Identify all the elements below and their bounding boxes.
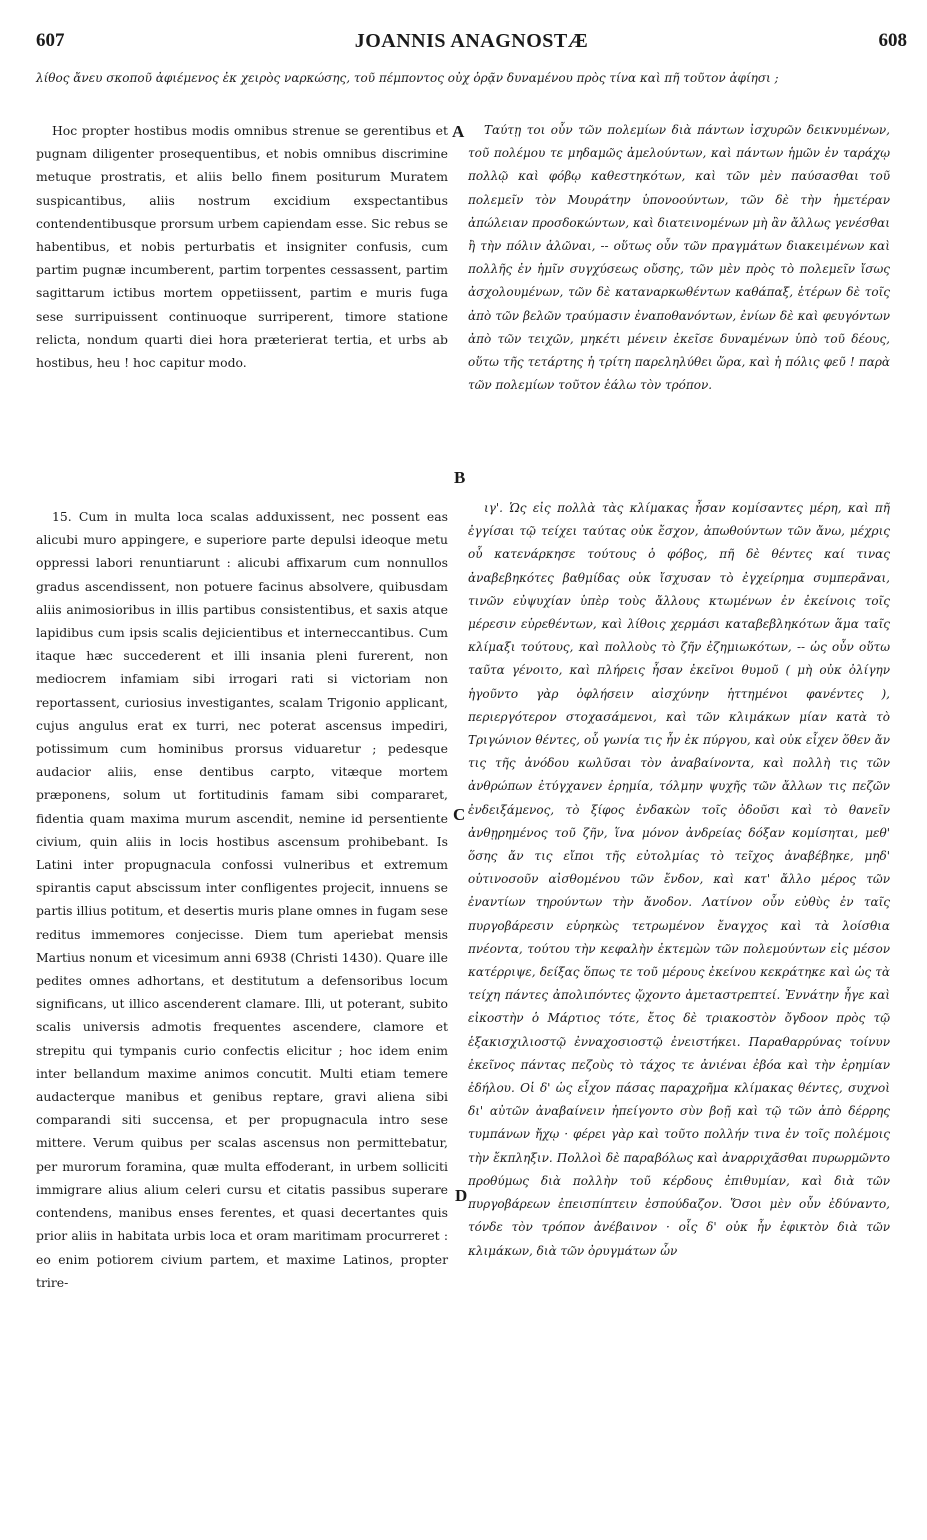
page-number-right: 608 [878, 30, 907, 51]
greek-continuation-line: λίθος ἄνευ σκοποῦ ἀφιέμενος ἐκ χειρὸς ναρκώσης, τοῦ πέμποντος οὐχ ὁρᾷν δυναμένου πρὸς τίνα καὶ πῆ τοῦτον ἀφίησι ; [36, 71, 779, 85]
greek-column-paragraph-1 [468, 119, 890, 397]
margin-marker-a: A [452, 122, 465, 141]
greek-section-number: ιγ'. [484, 501, 503, 515]
latin-column-paragraph-2 [36, 505, 448, 1294]
margin-marker-d: D [455, 1186, 468, 1205]
latin-paragraph: Hoc propter hostibus modis omnibus strenue se gerentibus et pugnam diligenter prosequentibus, et nobis omnibus discrimine metuque prostratis, et aliis bello finem positurum Muratem suspicantibus, aliis nostrum excidium exspectantibus contendentibusque prorsum urbem capiendam esse. Sic rebus se habentibus, et nobis perturbatis et insigniter confusis, cum partim pugnæ incumberent, partim torpentes cessassent, partim sagittarum ictibus mortem oppetiissent, partim e muris fuga sese surripuissent continuoque surriperent, timore statione relicta, nondum quarti diei hora præterierat tertia, et urbs ab hostibus, heu ! hoc capitur modo. [36, 123, 448, 371]
latin-paragraph-text: Cum in multa loca scalas adduxissent, nec possent eas alicubi muro appingere, e superiore parte depulsi ideoque metu oppressi labori renuntiarunt : alicubi affixarum cum nonnullos gradus ascendissent, non potuere facinus absolvere, quibusdam aliis animosioribus in illis partibus consistentibus, et saxis atque lapidibus cum ipsis scalis dejicientibus et interneccantibus. Cum itaque hæc succederent et illi insania pleni furerent, non mediocrem infamiam sibi irrogari rati si victoriam non reportassent, curiosius investigantes, scalam Trigonio applicant, cujus angulus erat ex turri, nec poterat ascensus impediri, potissimum cum hominibus prorsus viduaretur ; pedesque audacior aliis, ense dentibus carpto, vitæque mortem præponens, solum ut fortitudinis famam sibi compararet, fidentia quam maxima murum ascendit, nemine id persentiente civium, quin aliis in locis hostibus ascensum prohibebant. Is Latini inter propugnacula confossi vulneribus et extremum spirantis caput abscissum inter confligentes projecit, innuens se partis illius potitum, et desertis muris plane omnes in fugam sese reditus immemores conjecisse. Diem tum aperiebat mensis Martius nonum et vicesimum anni 6938 (Christi 1430). Quare ille pedites omnes adhortans, et destitutum a defensoribus locum significans, ut illico ascenderent clamare. Illi, ut poterant, subito scalis universis admotis frequentes ascendere, clamore et strepitu qui tympanis curio confectis elicitur ; hoc idem enim inter bellandum maxime animos concutit. Multi etiam temere audacterque manibus et genibus reptare, gravi aliena sibi comparandi siti succensa, et per propugnacula intro sese mittere. Verum quibus per scalas ascensus non permittebatur, per murorum foramina, quæ multa effoderant, in urbem solliciti immigrare alius alium celeri cursu et citatis passibus superare contendens, manibus enses ferentes, et quasi decertantes quis prior aliis in habitata urbis loca et oram maritimam procurreret : eo enim potiorem civium partem, et maxime Latinos, propter trire- [36, 509, 449, 1290]
greek-paragraph-text: Ὡς εἰς πολλὰ τὰς κλίμακας ἦσαν κομίσαντες μέρη, καὶ πῆ ἐγγίσαι τῷ τείχει ταύτας οὐκ ἔσχον, ἀπωθούντων τῶν ἄνω, μέχρις οὗ κατενάρκησε τούτους ὁ φόβος, πῆ δὲ θέντες καί τινας ἀναβεβηκότες βαθμίδας οὐκ ἴσχυσαν τὸ ἐγχείρημα συμπερᾶναι, τινῶν εὐψυχίαν ὑπὲρ τοὺς ἄλλους κτωμένων ἐν ἐκείνοις τοῖς μέρεσιν εὑρεθέντων, καὶ λίθοις χερμάσι καταβεβληκότων ἅμα ταῖς κλίμαξι τούτους, καὶ πολλοὺς τὸ ζῆν ἐζημιωκότων, -- ὡς οὖν οὕτω ταῦτα γένοιτο, καὶ πλήρεις ἦσαν ἐκεῖνοι θυμοῦ ( μὴ οὐκ ὀλίγην ἡγοῦντο γὰρ ὀφλήσειν αἰσχύνην ἡττημένοι φανέντες ), περιεργότερον στοχασάμενοι, καὶ τῶν κλιμάκων μίαν κατὰ τὸ Τριγώνιον θέντες, οὗ γωνία τις ἦν ἐκ πύργου, καὶ οὐκ εἶχεν ὅθεν ἄν τις τῆς ἀνόδου κωλῦσαι τὸν ἀναβαίνοντα, καὶ πολλὴ τις τῶν ἀνθρώπων ἐτύγχανεν ἐρημία, τόλμην ψυχῆς τῶν ἄλλων τις πεζῶν ἐνδειξάμενος, τὸ ξίφος ἐνδακὼν τοῖς ὀδοῦσι καὶ τὸ θανεῖν ἀνθῃρημένος τοῦ ζῆν, ἵνα μόνον ἀνδρείας δόξαν κομίσηται, μεθ' ὅσης ἄν τις εἴποι τῆς εὐτολμίας τὸ τεῖχος ἀναβέβηκε, μηδ' οὑτινοσοῦν αἰσθομένου τῶν ἔνδον, καὶ κατ' ἄλλο μέρος τῶν ἐναντίων τηρούντων τὴν ἄνοδον. Λατίνον οὖν εὐθὺς ἐν ταῖς πυργοβάρεσιν εὑρηκὼς τετρωμένον ἔναγχος καὶ τὰ λοίσθια πνέοντα, τούτου τὴν κεφαλὴν ἐκτεμὼν τῶν πολεμούντων εἰς μέσον κατέρριψε, δείξας ὅπως τε τοῦ μέρους ἐκείνου κεκράτηκε καὶ ὡς τὰ τείχη πάντες ἀπολιπόντες ᾤχοντο ἀμεταστρεπτεί. Ἐννάτην ἦγε καὶ εἰκοστὴν ὁ Μάρτιος τότε, ἔτος δὲ τριακοστὸν ὄγδοον πρὸς τῷ ἑξακισχιλιοστῷ ἐνναχοσιοστῷ ἐνειστήκει. Παραθαρρύνας τοίνυν ἐκεῖνος πάντας πεζοὺς τὸ τάχος τε ἀνιέναι ἐβόα καὶ τὴν ἐρημίαν ἐδήλου. Οἱ δ' ὡς εἶχον πάσας παραχρῆμα κλίμακας θέντες, συχνοὶ δι' αὐτῶν ἀναβαίνειν ἠπείγοντο σὺν βοῇ καὶ τῷ τῶν ἀπὸ δέρρης τυμπάνων ἤχῳ · φέρει γὰρ καὶ τοῦτο πολλήν τινα ἐν τοῖς πολέμοις τὴν ἔκπληξιν. Πολλοὶ δὲ παραβόλως καὶ ἀναρριχᾶσθαι πυρωρμῶντο προθύμως διὰ πολλὴν τοῦ κέρδους ἐπιθυμίαν, καὶ διὰ τῶν πυργοβάρεων ἐπεισπίπτειν ἐσπούδαζον. Ὅσοι μὲν οὖν ἐδύναντο, τόνδε τὸν τρόπον ἀνέβαινον · οἷς δ' οὐκ ἦν ἐφικτὸν διὰ τῶν κλιμάκων, διὰ τῶν ὀρυγμάτων ὧν [468, 501, 890, 1258]
greek-paragraph: Ταύτῃ τοι οὖν τῶν πολεμίων διὰ πάντων ἰσχυρῶν δεικνυμένων, τοῦ πολέμου τε μηδαμῶς ἀμελούντων, καὶ πάντων ἡμῶν ἐν ταράχῳ πολλῷ καὶ φόβῳ καθεστηκότων, καὶ τῶν μὲν παύσασθαι τοῦ πολεμεῖν τὸν Μουράτην ὑπονοούντων, τῶν δὲ τὴν ἡμετέραν ἀπώλειαν προσδοκώντων, καὶ διατεινομένων μὴ ἂν ἄλλως γενέσθαι ἢ τὴν πόλιν ἁλῶναι, -- οὕτως οὖν τῶν πραγμάτων διακειμένων καὶ πολλῆς ἐν ἡμῖν συγχύσεως οὔσης, τῶν μὲν πρὸς τὸ πολεμεῖν ἴσως ἀσχολουμένων, τῶν δὲ καταναρκωθέντων καθάπαξ, ἑτέρων δὲ τοῖς ἀπὸ τῶν βελῶν τραύμασιν ἐναποθανόντων, ἐνίων δὲ καὶ φευγόντων ἀπὸ τῶν τειχῶν, μηκέτι μένειν ἐκεῖσε δυναμένων ὑπὸ τοῦ δέους, οὕτω τῆς τετάρτης ἡ τρίτη παρεληλύθει ὥρα, καὶ ἡ πόλις φεῦ ! παρὰ τῶν πολεμίων τοῦτον ἑάλω τὸν τρόπον. [468, 123, 890, 393]
greek-column-paragraph-2 [468, 497, 890, 1263]
latin-section-number: 15. [52, 509, 72, 524]
page-header [36, 30, 907, 60]
margin-marker-b: B [454, 468, 466, 487]
latin-column-paragraph-1 [36, 119, 448, 374]
running-title: JOANNIS ANAGNOSTÆ [354, 30, 589, 52]
latin-paragraph-numbered [36, 505, 448, 1294]
margin-marker-c: C [453, 805, 466, 824]
greek-paragraph-numbered [468, 497, 890, 1263]
page-number-left: 607 [36, 30, 65, 51]
